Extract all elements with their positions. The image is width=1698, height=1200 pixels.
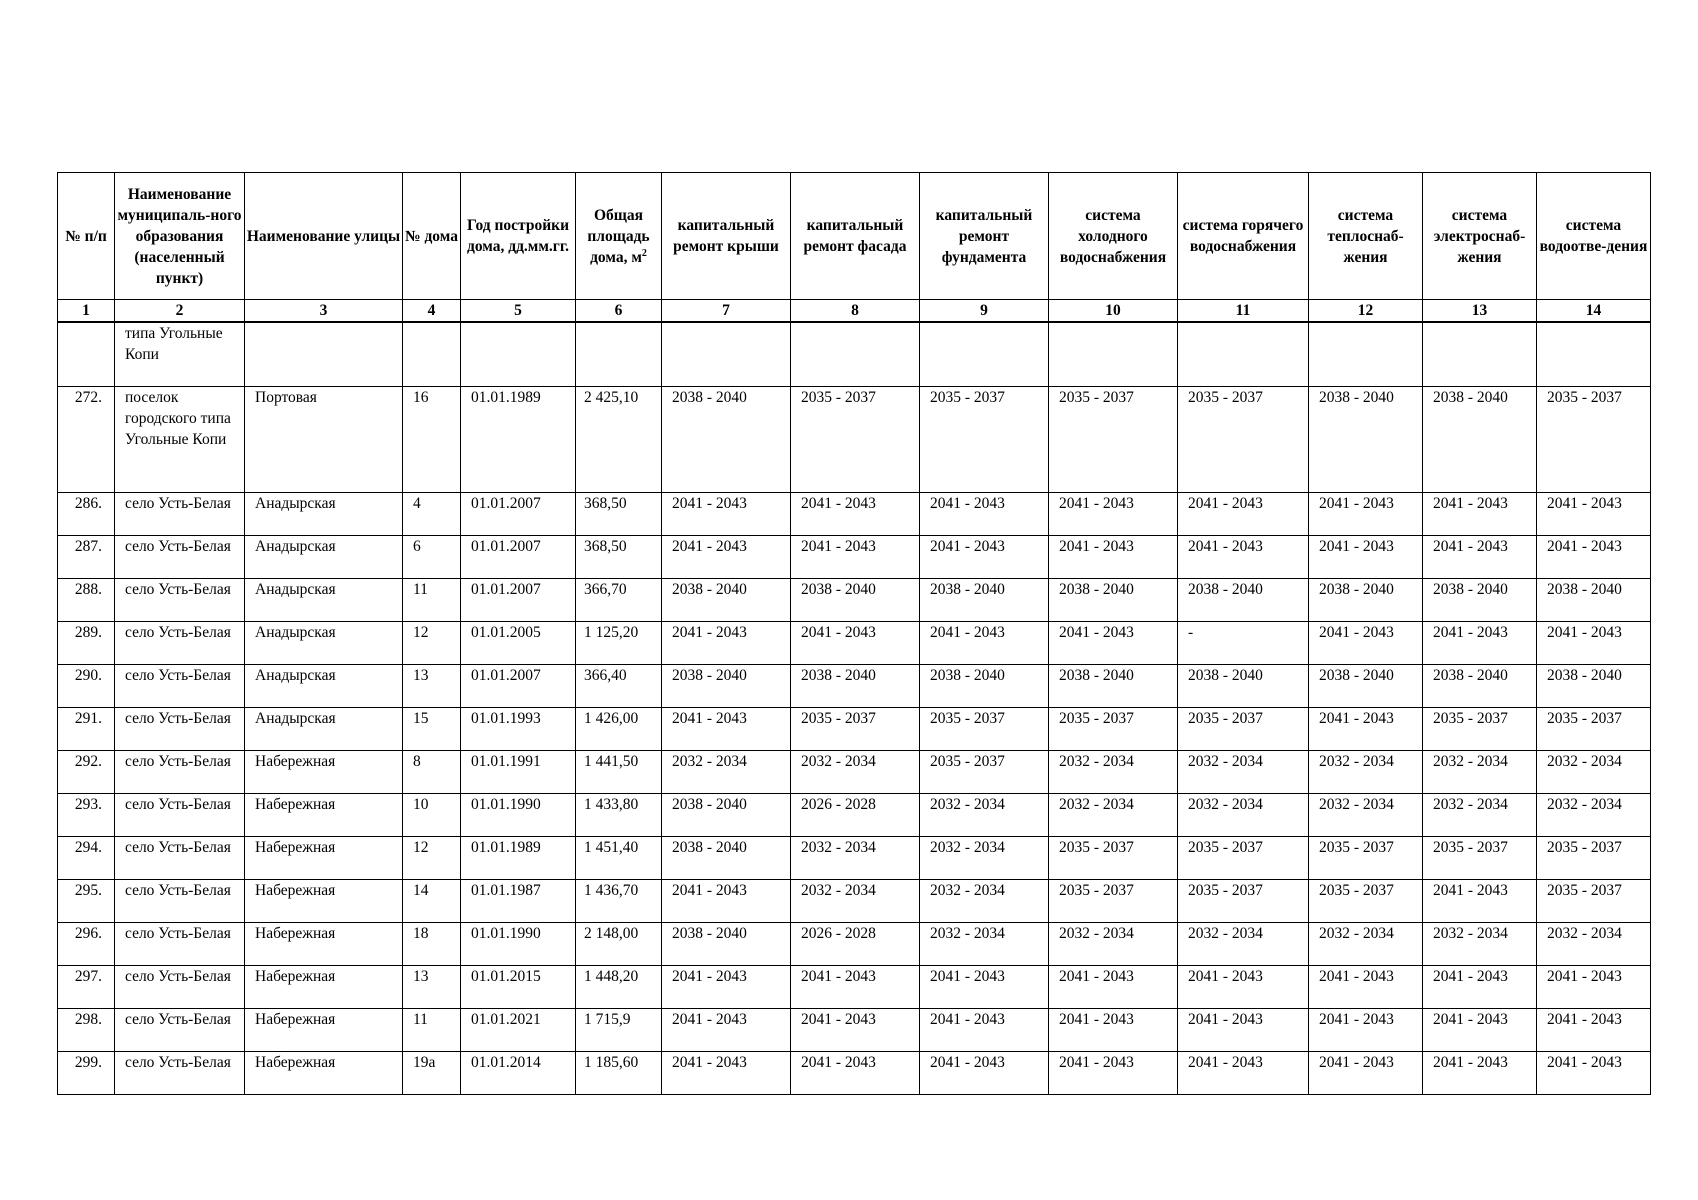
table-cell: 2041 - 2043 [791, 1052, 920, 1095]
table-cell: 2038 - 2040 [662, 387, 791, 493]
table-cell: 2038 - 2040 [920, 579, 1049, 622]
table-cell: 2041 - 2043 [791, 622, 920, 665]
table-cell: 2035 - 2037 [791, 708, 920, 751]
column-number-cell: 2 [115, 300, 245, 323]
table-cell: 2041 - 2043 [791, 493, 920, 536]
table-cell: село Усть-Белая [115, 536, 245, 579]
table-row [58, 966, 1651, 1009]
table-cell: 2035 - 2037 [1309, 880, 1423, 923]
table-cell: 2032 - 2034 [920, 923, 1049, 966]
table-cell: 2041 - 2043 [1309, 622, 1423, 665]
table-cell [58, 322, 115, 387]
table-cell: 14 [403, 880, 461, 923]
table-cell: 2041 - 2043 [1309, 966, 1423, 1009]
table-cell [576, 322, 662, 387]
table-cell: 2041 - 2043 [1537, 536, 1651, 579]
table-row [58, 794, 1651, 837]
table-cell: 2041 - 2043 [1049, 493, 1178, 536]
column-number-cell: 7 [662, 300, 791, 323]
table-cell: 2032 - 2034 [1423, 794, 1537, 837]
table-cell: 2035 - 2037 [1423, 837, 1537, 880]
table-cell: 01.01.1993 [461, 708, 576, 751]
table-cell: 2041 - 2043 [1537, 966, 1651, 1009]
table-cell: 12 [403, 622, 461, 665]
table-cell [1309, 322, 1423, 387]
table-cell: Набережная [245, 966, 403, 1009]
table-cell: 13 [403, 665, 461, 708]
table-cell: Анадырская [245, 622, 403, 665]
table-cell: село Усть-Белая [115, 923, 245, 966]
table-cell: 10 [403, 794, 461, 837]
table-cell: 4 [403, 493, 461, 536]
table-cell: село Усть-Белая [115, 708, 245, 751]
table-cell: 2041 - 2043 [1178, 493, 1309, 536]
table-cell: 8 [403, 751, 461, 794]
table-cell: 297. [58, 966, 115, 1009]
table-cell: 2041 - 2043 [1423, 536, 1537, 579]
table-cell: 18 [403, 923, 461, 966]
table-cell: 01.01.2014 [461, 1052, 576, 1095]
table-cell: 2032 - 2034 [1049, 751, 1178, 794]
table-cell: 2038 - 2040 [1309, 579, 1423, 622]
table-cell: 366,70 [576, 579, 662, 622]
table-cell: 292. [58, 751, 115, 794]
header-cell: Наименование муниципаль-ного образования (населенный пункт) [115, 173, 245, 300]
table-cell: 2038 - 2040 [1537, 579, 1651, 622]
table-cell: 2026 - 2028 [791, 794, 920, 837]
table-cell: 2032 - 2034 [1178, 923, 1309, 966]
table-cell: 01.01.2007 [461, 665, 576, 708]
table-cell: 2038 - 2040 [1178, 579, 1309, 622]
table-cell: 291. [58, 708, 115, 751]
table-cell: 2038 - 2040 [791, 579, 920, 622]
table-row [58, 1009, 1651, 1052]
table-cell: 2041 - 2043 [791, 1009, 920, 1052]
table-row [58, 322, 1651, 387]
table-cell: 2032 - 2034 [1178, 751, 1309, 794]
header-cell: система электроснаб-жения [1423, 173, 1537, 300]
table-cell: поселок городского типа Угольные Копи [115, 387, 245, 493]
table-cell: 2032 - 2034 [1178, 794, 1309, 837]
table-cell: 2038 - 2040 [1178, 665, 1309, 708]
table-cell: 289. [58, 622, 115, 665]
table-cell: - [1178, 622, 1309, 665]
table-cell: 2032 - 2034 [1423, 751, 1537, 794]
table-cell: 2035 - 2037 [1049, 708, 1178, 751]
table-cell: 2035 - 2037 [1049, 880, 1178, 923]
table-cell: 2041 - 2043 [1049, 622, 1178, 665]
table-row [58, 622, 1651, 665]
table-cell [791, 322, 920, 387]
table-cell: 2041 - 2043 [920, 622, 1049, 665]
table-cell: 01.01.2015 [461, 966, 576, 1009]
table-cell: 2032 - 2034 [662, 751, 791, 794]
table-cell: Анадырская [245, 665, 403, 708]
table-row [58, 579, 1651, 622]
table-cell: 1 448,20 [576, 966, 662, 1009]
table-cell: 2041 - 2043 [1537, 1052, 1651, 1095]
table-cell: село Усть-Белая [115, 880, 245, 923]
column-number-row [58, 300, 1651, 323]
table-cell: 296. [58, 923, 115, 966]
table-cell: 272. [58, 387, 115, 493]
table-cell: типа Угольные Копи [115, 322, 245, 387]
table-cell: 2041 - 2043 [1423, 493, 1537, 536]
table-cell: 286. [58, 493, 115, 536]
table-cell: 2032 - 2034 [1309, 794, 1423, 837]
column-number-cell: 13 [1423, 300, 1537, 323]
table-cell: 2032 - 2034 [1537, 794, 1651, 837]
header-cell: система горячего водоснабжения [1178, 173, 1309, 300]
table-cell: 366,40 [576, 665, 662, 708]
table-row [58, 880, 1651, 923]
table-cell: 01.01.2021 [461, 1009, 576, 1052]
table-cell: 2041 - 2043 [1178, 966, 1309, 1009]
table-row [58, 1052, 1651, 1095]
table-cell: 2038 - 2040 [920, 665, 1049, 708]
table-cell: 1 125,20 [576, 622, 662, 665]
header-cell: система водоотве-дения [1537, 173, 1651, 300]
table-cell: 01.01.1991 [461, 751, 576, 794]
table-cell: Набережная [245, 837, 403, 880]
table-cell: 2041 - 2043 [1423, 1009, 1537, 1052]
table-cell: 368,50 [576, 536, 662, 579]
table-cell: 288. [58, 579, 115, 622]
table-cell: 2041 - 2043 [1423, 880, 1537, 923]
column-number-cell: 5 [461, 300, 576, 323]
table-cell: 1 426,00 [576, 708, 662, 751]
column-number-cell: 3 [245, 300, 403, 323]
table-cell: 01.01.2007 [461, 536, 576, 579]
table-cell: 299. [58, 1052, 115, 1095]
table-cell: 2035 - 2037 [1537, 837, 1651, 880]
column-number-cell: 6 [576, 300, 662, 323]
column-number-cell: 14 [1537, 300, 1651, 323]
table-cell: 2038 - 2040 [1309, 387, 1423, 493]
table-cell: 290. [58, 665, 115, 708]
table-cell: 2038 - 2040 [791, 665, 920, 708]
table-cell: 1 185,60 [576, 1052, 662, 1095]
column-number-cell: 10 [1049, 300, 1178, 323]
table-cell: 2041 - 2043 [1309, 536, 1423, 579]
table-cell: село Усть-Белая [115, 837, 245, 880]
table-body [58, 322, 1651, 1095]
table-cell: 2035 - 2037 [1178, 837, 1309, 880]
table-cell: 1 433,80 [576, 794, 662, 837]
table-cell: 2032 - 2034 [791, 880, 920, 923]
header-cell-area [576, 173, 662, 300]
table-cell: 2041 - 2043 [1049, 1009, 1178, 1052]
table-cell: 2032 - 2034 [1537, 923, 1651, 966]
table-cell: 01.01.1987 [461, 880, 576, 923]
table-cell: 2035 - 2037 [1537, 387, 1651, 493]
table-cell: 2041 - 2043 [1537, 1009, 1651, 1052]
table-cell: 2041 - 2043 [1049, 536, 1178, 579]
header-cell: капитальный ремонт фасада [791, 173, 920, 300]
table-cell: 2035 - 2037 [1423, 708, 1537, 751]
table-cell: 19а [403, 1052, 461, 1095]
table-cell [245, 322, 403, 387]
table-cell: 2041 - 2043 [662, 1009, 791, 1052]
header-cell: система холодного водоснабжения [1049, 173, 1178, 300]
table-cell: 2041 - 2043 [662, 966, 791, 1009]
table-cell: 2041 - 2043 [920, 493, 1049, 536]
table-cell: 2035 - 2037 [920, 387, 1049, 493]
table-cell: 01.01.2005 [461, 622, 576, 665]
table-cell: 2032 - 2034 [1049, 794, 1178, 837]
table-cell: Набережная [245, 1052, 403, 1095]
table-cell: село Усть-Белая [115, 665, 245, 708]
table-cell: село Усть-Белая [115, 794, 245, 837]
table-cell: 2 425,10 [576, 387, 662, 493]
table-cell: 2041 - 2043 [662, 880, 791, 923]
header-cell: № п/п [58, 173, 115, 300]
table-cell: 2041 - 2043 [1049, 966, 1178, 1009]
table-cell: Набережная [245, 923, 403, 966]
table-cell: 368,50 [576, 493, 662, 536]
table-cell: 16 [403, 387, 461, 493]
header-cell: капитальный ремонт крыши [662, 173, 791, 300]
table-cell: 2041 - 2043 [662, 536, 791, 579]
table-cell: 01.01.2007 [461, 579, 576, 622]
table-cell: село Усть-Белая [115, 751, 245, 794]
table-cell [1178, 322, 1309, 387]
table-cell: 2041 - 2043 [662, 622, 791, 665]
table-cell: 2032 - 2034 [791, 837, 920, 880]
table-cell: 2038 - 2040 [1049, 579, 1178, 622]
table-cell: 2038 - 2040 [1309, 665, 1423, 708]
table-cell: 2041 - 2043 [1309, 1009, 1423, 1052]
header-cell: система теплоснаб-жения [1309, 173, 1423, 300]
table-cell: 2041 - 2043 [1178, 536, 1309, 579]
table-cell: 2032 - 2034 [1049, 923, 1178, 966]
table-cell: 2041 - 2043 [920, 536, 1049, 579]
table-cell: 01.01.1990 [461, 794, 576, 837]
table-cell: Набережная [245, 1009, 403, 1052]
header-cell: Наименование улицы [245, 173, 403, 300]
table-cell: Набережная [245, 751, 403, 794]
table-cell: 2035 - 2037 [1049, 837, 1178, 880]
table-cell: 298. [58, 1009, 115, 1052]
table-cell: 2041 - 2043 [662, 708, 791, 751]
table-cell [920, 322, 1049, 387]
table-cell: Анадырская [245, 536, 403, 579]
column-number-cell: 1 [58, 300, 115, 323]
table-cell: 2035 - 2037 [1537, 880, 1651, 923]
table-cell: 2 148,00 [576, 923, 662, 966]
table-cell: 2038 - 2040 [1049, 665, 1178, 708]
table-cell: 2032 - 2034 [1537, 751, 1651, 794]
table-cell: 2041 - 2043 [662, 493, 791, 536]
table-cell: 2032 - 2034 [920, 880, 1049, 923]
table-cell: 2041 - 2043 [662, 1052, 791, 1095]
table-cell: село Усть-Белая [115, 622, 245, 665]
table-cell: 2035 - 2037 [1537, 708, 1651, 751]
table-cell: 13 [403, 966, 461, 1009]
table-cell: 2032 - 2034 [1309, 923, 1423, 966]
table-cell: 2038 - 2040 [1423, 579, 1537, 622]
table-cell: 2032 - 2034 [1423, 923, 1537, 966]
table-cell: 2041 - 2043 [920, 1052, 1049, 1095]
table-cell: 01.01.1989 [461, 387, 576, 493]
column-number-cell: 12 [1309, 300, 1423, 323]
table-cell: 11 [403, 1009, 461, 1052]
table-cell: 6 [403, 536, 461, 579]
table-cell: Анадырская [245, 708, 403, 751]
table-row [58, 751, 1651, 794]
table-cell: Анадырская [245, 493, 403, 536]
housing-repair-schedule-table [57, 172, 1651, 1095]
table-cell: село Усть-Белая [115, 493, 245, 536]
table-cell: село Усть-Белая [115, 1009, 245, 1052]
column-number-cell: 9 [920, 300, 1049, 323]
table-row [58, 493, 1651, 536]
table-cell: 2041 - 2043 [1309, 1052, 1423, 1095]
table-row [58, 923, 1651, 966]
table-cell: 2038 - 2040 [1423, 665, 1537, 708]
table-cell: 2041 - 2043 [1423, 1052, 1537, 1095]
table-cell: 295. [58, 880, 115, 923]
table-cell: 1 436,70 [576, 880, 662, 923]
table-cell: 2035 - 2037 [791, 387, 920, 493]
table-cell: Анадырская [245, 579, 403, 622]
table-cell: 2032 - 2034 [920, 837, 1049, 880]
table-cell: 2035 - 2037 [920, 751, 1049, 794]
table-cell: 2038 - 2040 [1537, 665, 1651, 708]
table-cell: 2041 - 2043 [1537, 622, 1651, 665]
table-cell: 12 [403, 837, 461, 880]
table-cell: 15 [403, 708, 461, 751]
table-cell: 293. [58, 794, 115, 837]
table-cell: 2038 - 2040 [662, 923, 791, 966]
table-cell: 2041 - 2043 [1537, 493, 1651, 536]
table-cell: 01.01.2007 [461, 493, 576, 536]
header-cell: Год постройки дома, дд.мм.гг. [461, 173, 576, 300]
table-cell: 2041 - 2043 [1049, 1052, 1178, 1095]
table-cell: 01.01.1989 [461, 837, 576, 880]
column-number-cell: 8 [791, 300, 920, 323]
table-cell: 1 715,9 [576, 1009, 662, 1052]
table-cell [1423, 322, 1537, 387]
table-cell: 2035 - 2037 [1309, 837, 1423, 880]
table-cell [1537, 322, 1651, 387]
table-cell: 1 441,50 [576, 751, 662, 794]
table-cell [403, 322, 461, 387]
table-cell [662, 322, 791, 387]
table-cell: 2041 - 2043 [1423, 966, 1537, 1009]
table-cell: село Усть-Белая [115, 579, 245, 622]
table-row [58, 708, 1651, 751]
table-cell: 2035 - 2037 [1178, 387, 1309, 493]
table-row [58, 387, 1651, 493]
table-cell: село Усть-Белая [115, 966, 245, 1009]
table-cell: 2026 - 2028 [791, 923, 920, 966]
table-cell: 2035 - 2037 [1178, 880, 1309, 923]
table-cell: 2041 - 2043 [1178, 1009, 1309, 1052]
header-area-label: Общая площадь дома, м [587, 206, 650, 266]
table-cell: 2041 - 2043 [1309, 493, 1423, 536]
table-cell: 2038 - 2040 [662, 665, 791, 708]
area-unit-superscript: 2 [641, 247, 647, 259]
table-row [58, 665, 1651, 708]
table-cell [461, 322, 576, 387]
table-cell: 2032 - 2034 [1309, 751, 1423, 794]
table-cell: 2041 - 2043 [1309, 708, 1423, 751]
table-row [58, 536, 1651, 579]
table-cell: Набережная [245, 794, 403, 837]
table-cell: 2038 - 2040 [662, 794, 791, 837]
table-cell [1049, 322, 1178, 387]
table-cell: 11 [403, 579, 461, 622]
table-cell: 2035 - 2037 [1049, 387, 1178, 493]
header-cell: № дома [403, 173, 461, 300]
header-cell: капитальный ремонт фундамента [920, 173, 1049, 300]
table-cell: 2038 - 2040 [662, 837, 791, 880]
table-cell: 2041 - 2043 [791, 966, 920, 1009]
table-cell: 2041 - 2043 [791, 536, 920, 579]
table-cell: 287. [58, 536, 115, 579]
table-cell: 2038 - 2040 [662, 579, 791, 622]
table-row [58, 837, 1651, 880]
table-cell: Набережная [245, 880, 403, 923]
table-cell: Портовая [245, 387, 403, 493]
table-cell: село Усть-Белая [115, 1052, 245, 1095]
table-cell: 2041 - 2043 [1423, 622, 1537, 665]
table-cell: 2035 - 2037 [1178, 708, 1309, 751]
table-cell: 2038 - 2040 [1423, 387, 1537, 493]
table-cell: 2041 - 2043 [1178, 1052, 1309, 1095]
table-cell: 2035 - 2037 [920, 708, 1049, 751]
table-cell: 2041 - 2043 [920, 1009, 1049, 1052]
table-cell: 2032 - 2034 [791, 751, 920, 794]
table-cell: 1 451,40 [576, 837, 662, 880]
header-row [58, 173, 1651, 300]
table-cell: 2041 - 2043 [920, 966, 1049, 1009]
column-number-cell: 4 [403, 300, 461, 323]
table-cell: 2032 - 2034 [920, 794, 1049, 837]
column-number-cell: 11 [1178, 300, 1309, 323]
table-cell: 294. [58, 837, 115, 880]
table-cell: 01.01.1990 [461, 923, 576, 966]
